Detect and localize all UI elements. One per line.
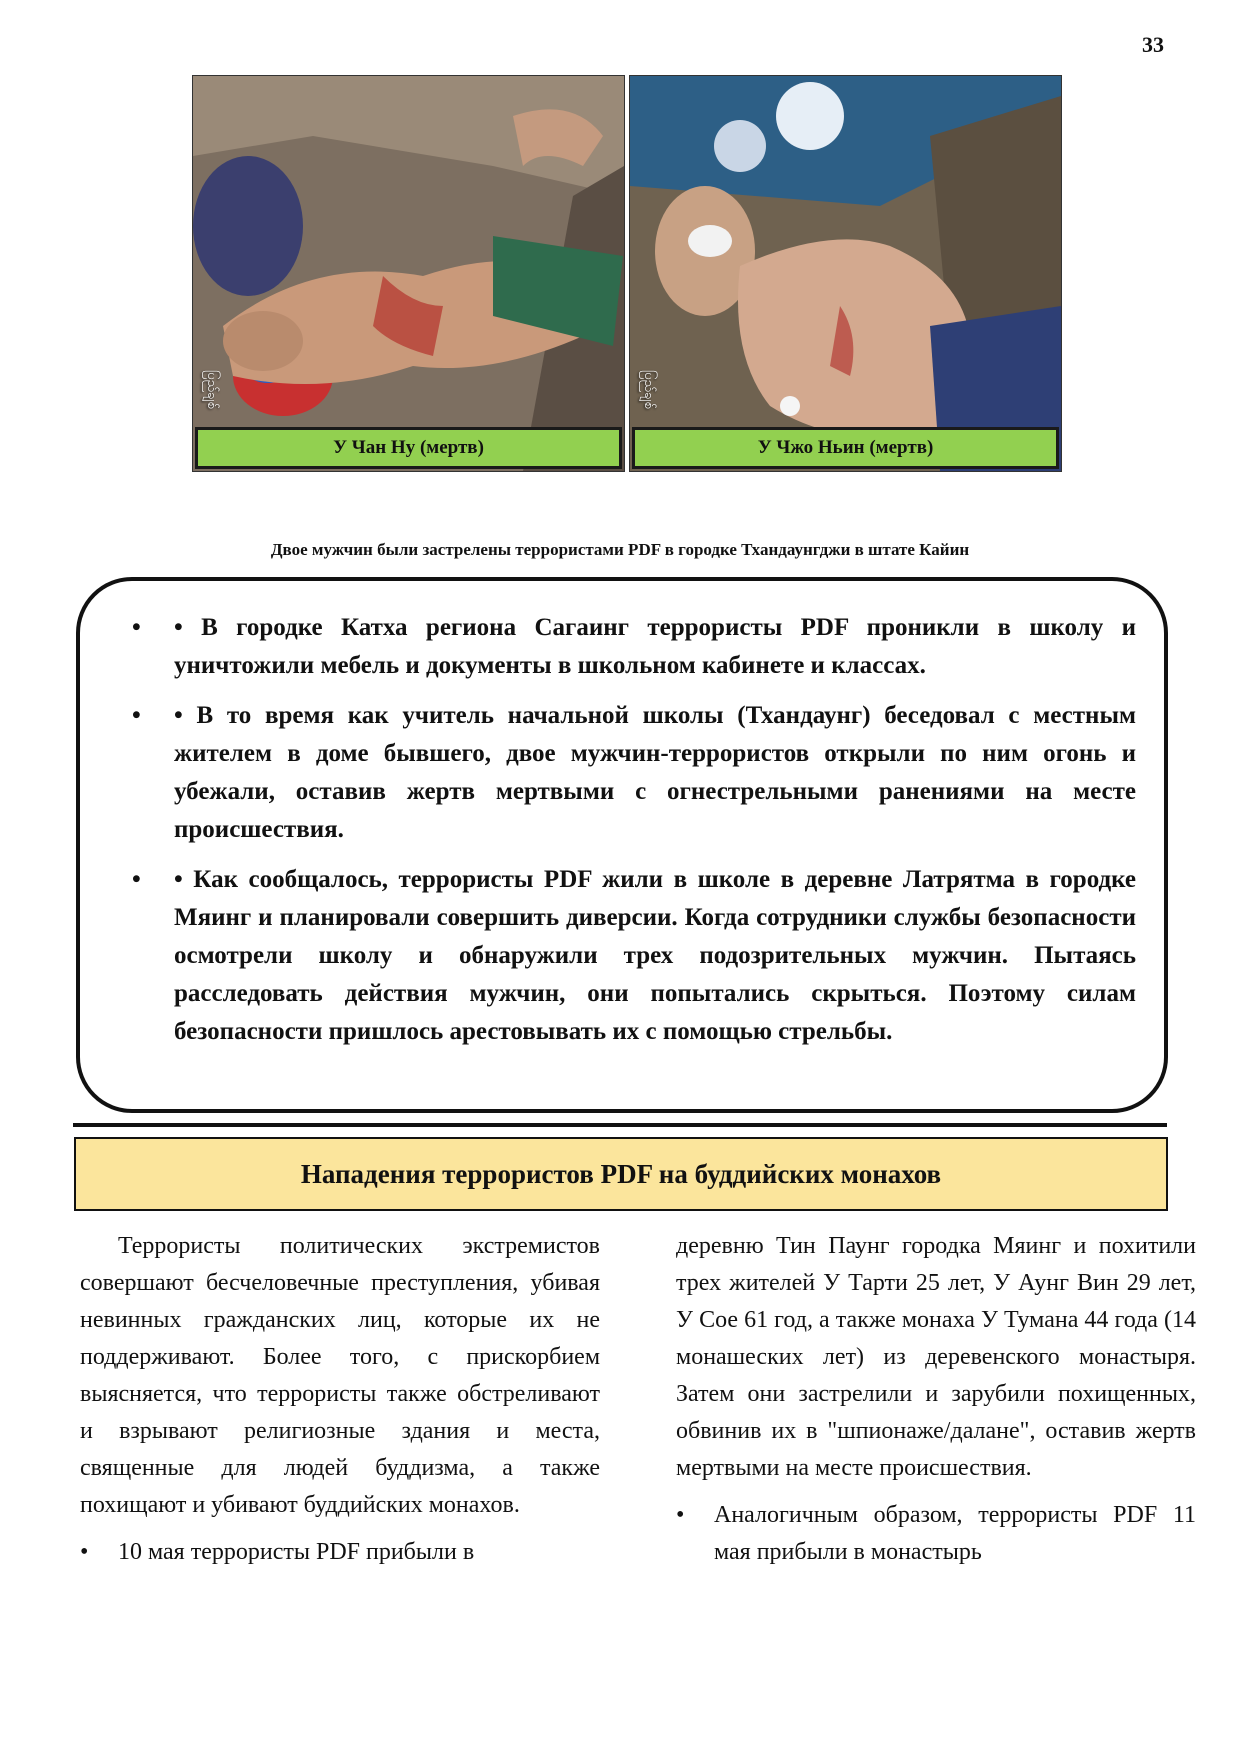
body-paragraph: деревню Тин Паунг городка Мяинг и похитили трех жителей У Тарти 25 лет, У Аунг Вин 29 лет, У Сое 61 год, а также монаха У Тумана 44 года (14 монашеских лет) из деревенского монастыря. Затем они застрелили и зарубили похищенных, обвинив их в "шпионаже/далане", оставив жертв мертвыми на месте происшествия. <box>676 1233 1196 1481</box>
bullet-marker: • <box>132 614 141 641</box>
list-item <box>80 1534 600 1571</box>
photo-watermark: ပြည်ချစ် <box>641 370 656 409</box>
horizontal-divider <box>73 1123 1167 1127</box>
bullet-marker: • <box>132 866 141 893</box>
bullet-text: 10 мая террористы PDF прибыли в <box>118 1539 475 1565</box>
info-item-text: • Как сообщалось, террористы PDF жили в школе в деревне Латрятма в городке Мяинг и планировали совершить диверсии. Когда сотрудники службы безопасности осмотрели школу и обнаружили трех подозрительных мужчин. Пытаясь расследовать действия мужчин, они попытались скрыться. Поэтому силам безопасности пришлось арестовывать их с помощью стрельбы. <box>174 866 1136 1045</box>
bullet-list <box>80 1534 600 1571</box>
bullet-marker: • <box>132 702 141 729</box>
page-number: 33 <box>1142 32 1164 57</box>
victim-photo-left-image <box>193 76 624 471</box>
info-item-text: • В городке Катха региона Сагаинг террористы PDF проникли в школу и уничтожили мебель и документы в школьном кабинете и классах. <box>174 614 1136 679</box>
figure-caption: Двое мужчин были застрелены террористами PDF в городке Тхандаунгджи в штате Кайин <box>270 540 970 559</box>
info-box <box>76 577 1168 1113</box>
list-item <box>132 609 1136 685</box>
bullet-list <box>676 1497 1196 1571</box>
bullet-marker: • <box>80 1539 89 1565</box>
list-item <box>676 1497 1196 1571</box>
photo-caption-left: У Чан Ну (мертв) <box>195 427 622 469</box>
right-column <box>676 1228 1196 1581</box>
section-heading: Нападения террористов PDF на буддийских монахов <box>74 1137 1168 1211</box>
list-item <box>132 861 1136 1051</box>
victim-photo-left <box>192 75 625 472</box>
list-item <box>132 697 1136 849</box>
info-list <box>108 609 1136 1051</box>
bullet-text: Аналогичным образом, террористы PDF 11 мая прибыли в монастырь <box>714 1502 1196 1565</box>
photo-watermark: ပြည်ချစ် <box>204 370 219 409</box>
bullet-marker: • <box>676 1502 685 1528</box>
left-column <box>80 1228 600 1581</box>
info-item-text: • В то время как учитель начальной школы (Тхандаунг) беседовал с местным жителем в доме бывшего, двое мужчин-террористов открыли по ним огонь и убежали, оставив жертв мертвыми с огнестрельными ранениями на месте происшествия. <box>174 702 1136 843</box>
body-paragraph: Террористы политических экстремистов совершают бесчеловечные преступления, убивая невинных гражданских лиц, которые их не поддерживают. Более того, с прискорбием выясняется, что террористы также обстреливают и взрывают религиозные здания и места, священные для людей буддизма, а также похищают и убивают буддийских монахов. <box>80 1233 600 1518</box>
photo-caption-right: У Чжо Ньин (мертв) <box>632 427 1059 469</box>
victim-photo-right-image <box>630 76 1061 471</box>
victim-photo-right <box>629 75 1062 472</box>
